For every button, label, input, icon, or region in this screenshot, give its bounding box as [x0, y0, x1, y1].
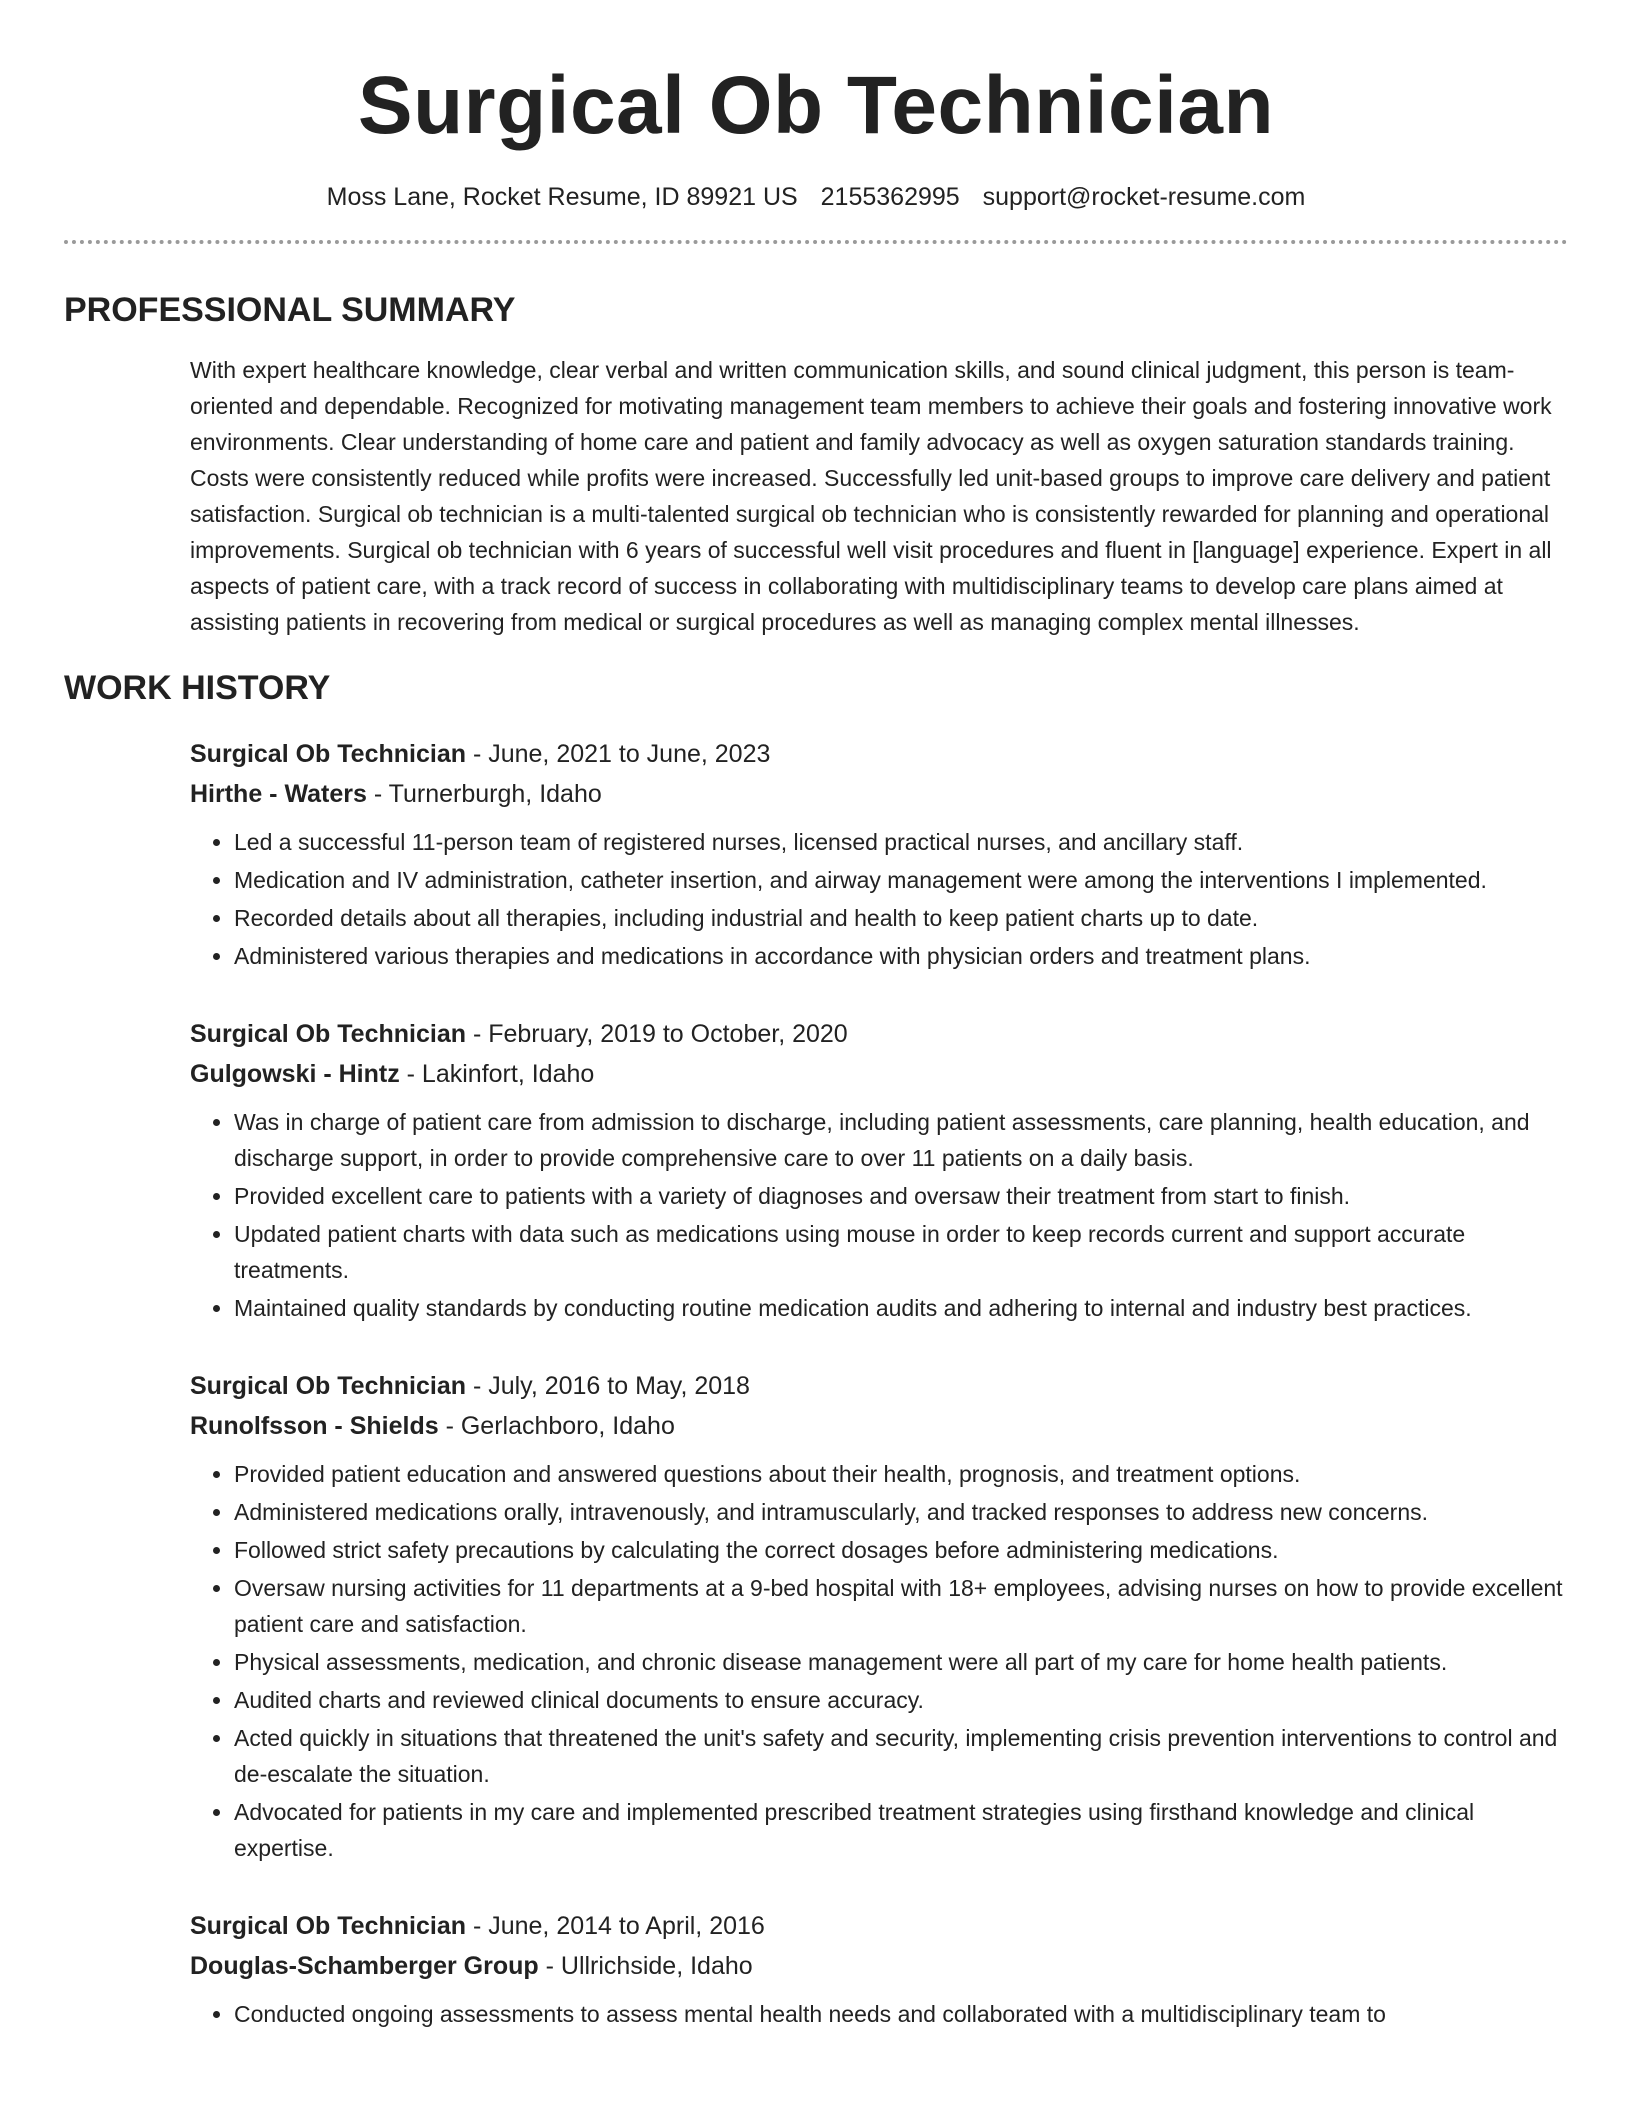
job-bullets — [190, 1996, 1568, 2032]
job-title: Surgical Ob Technician — [190, 1020, 466, 1048]
job-bullets — [190, 824, 1568, 974]
job-dates: - June, 2021 to June, 2023 — [466, 740, 771, 768]
candidate-name: Surgical Ob Technician — [357, 60, 1275, 151]
job-dates: - June, 2014 to April, 2016 — [466, 1912, 765, 1940]
job-dates: - July, 2016 to May, 2018 — [466, 1372, 750, 1400]
summary-paragraph: With expert healthcare knowledge, clear verbal and written communication skills, and sound clinical judgment, this person is team-oriented and dependable. Recognized for motivating management team members to achieve their goals and fostering innovative work environments. Clear understanding of home care and patient and family advocacy as well as oxygen saturation standards training. Costs were consistently reduced while profits were increased. Successfully led unit-based groups to improve care delivery and patient satisfaction. Surgical ob technician is a multi-talented surgical ob technician who is consistently rewarded for planning and operational improvements. Surgical ob technician with 6 years of successful well visit procedures and fluent in [language] experience. Expert in all aspects of patient care, with a track record of success in collaborating with multidisciplinary teams to develop care plans aimed at assisting patients in recovering from medical or surgical procedures as well as managing complex mental illnesses. — [190, 357, 1552, 635]
job-bullets — [190, 1104, 1568, 1326]
job-bullet: • Advocated for patients in my care and implemented prescribed treatment strategies using firsthand knowledge and clinical expertise. — [234, 1794, 1568, 1866]
work-history-list — [190, 734, 1568, 2032]
job-bullet: • Maintained quality standards by conducting routine medication audits and adhering to internal and industry best practices. — [234, 1290, 1568, 1326]
job-company-line — [190, 774, 1568, 814]
job-bullets — [190, 1456, 1568, 1866]
contact-phone: 2155362995 — [820, 183, 960, 211]
job-location: - Ullrichside, Idaho — [538, 1952, 753, 1980]
contact-address: Moss Lane, Rocket Resume, ID 89921 US — [326, 183, 798, 211]
job-entry — [190, 1014, 1568, 1326]
job-bullet: • Followed strict safety precautions by calculating the correct dosages before administering medications. — [234, 1532, 1568, 1568]
job-title: Surgical Ob Technician — [190, 1372, 466, 1400]
job-bullet: • Oversaw nursing activities for 11 departments at a 9-bed hospital with 18+ employees, advising nurses on how to provide excellent patient care and satisfaction. — [234, 1570, 1568, 1642]
contact-line — [64, 180, 1568, 214]
job-company: Runolfsson - Shields — [190, 1412, 439, 1440]
resume-header — [64, 0, 1568, 214]
job-bullet: • Audited charts and reviewed clinical documents to ensure accuracy. — [234, 1682, 1568, 1718]
job-company: Gulgowski - Hintz — [190, 1060, 400, 1088]
job-bullet: • Provided patient education and answered questions about their health, prognosis, and treatment options. — [234, 1456, 1568, 1492]
job-company-line — [190, 1946, 1568, 1986]
job-bullet: • Administered various therapies and medications in accordance with physician orders and treatment plans. — [234, 938, 1568, 974]
job-title: Surgical Ob Technician — [190, 1912, 466, 1940]
job-location: - Lakinfort, Idaho — [399, 1060, 595, 1088]
summary-heading: PROFESSIONAL SUMMARY — [64, 291, 516, 329]
job-bullet: • Was in charge of patient care from admission to discharge, including patient assessments, care planning, health education, and discharge support, in order to provide comprehensive care to over 11 patients on a daily basis. — [234, 1104, 1568, 1176]
job-location: - Gerlachboro, Idaho — [438, 1412, 675, 1440]
job-company: Hirthe - Waters — [190, 780, 367, 808]
job-bullet: • Led a successful 11-person team of registered nurses, licensed practical nurses, and ancillary staff. — [234, 824, 1568, 860]
resume-page — [64, 0, 1568, 2112]
job-bullet: • Provided excellent care to patients with a variety of diagnoses and oversaw their treatment from start to finish. — [234, 1178, 1568, 1214]
job-bullet: • Medication and IV administration, catheter insertion, and airway management were among the interventions I implemented. — [234, 862, 1568, 898]
job-dates: - February, 2019 to October, 2020 — [466, 1020, 848, 1048]
job-company-line — [190, 1406, 1568, 1446]
job-title-line — [190, 1014, 1568, 1054]
contact-email: support@rocket-resume.com — [982, 183, 1306, 211]
job-title-line — [190, 1366, 1568, 1406]
job-entry — [190, 1906, 1568, 2032]
job-entry — [190, 734, 1568, 974]
job-bullet: • Acted quickly in situations that threatened the unit's safety and security, implementing crisis prevention interventions to control and de-escalate the situation. — [234, 1720, 1568, 1792]
job-title: Surgical Ob Technician — [190, 740, 466, 768]
job-bullet: • Physical assessments, medication, and chronic disease management were all part of my care for home health patients. — [234, 1644, 1568, 1680]
job-title-line — [190, 734, 1568, 774]
job-company-line — [190, 1054, 1568, 1094]
job-bullet: • Recorded details about all therapies, including industrial and health to keep patient charts up to date. — [234, 900, 1568, 936]
job-bullet: • Administered medications orally, intravenously, and intramuscularly, and tracked responses to address new concerns. — [234, 1494, 1568, 1530]
job-company: Douglas-Schamberger Group — [190, 1952, 539, 1980]
header-divider — [64, 240, 1568, 244]
job-title-line — [190, 1906, 1568, 1946]
job-entry — [190, 1366, 1568, 1866]
job-location: - Turnerburgh, Idaho — [366, 780, 602, 808]
job-bullet: • Updated patient charts with data such as medications using mouse in order to keep records current and support accurate treatments. — [234, 1216, 1568, 1288]
job-bullet: • Conducted ongoing assessments to assess mental health needs and collaborated with a multidisciplinary team to — [234, 1996, 1568, 2032]
work-history-heading: WORK HISTORY — [64, 669, 331, 707]
